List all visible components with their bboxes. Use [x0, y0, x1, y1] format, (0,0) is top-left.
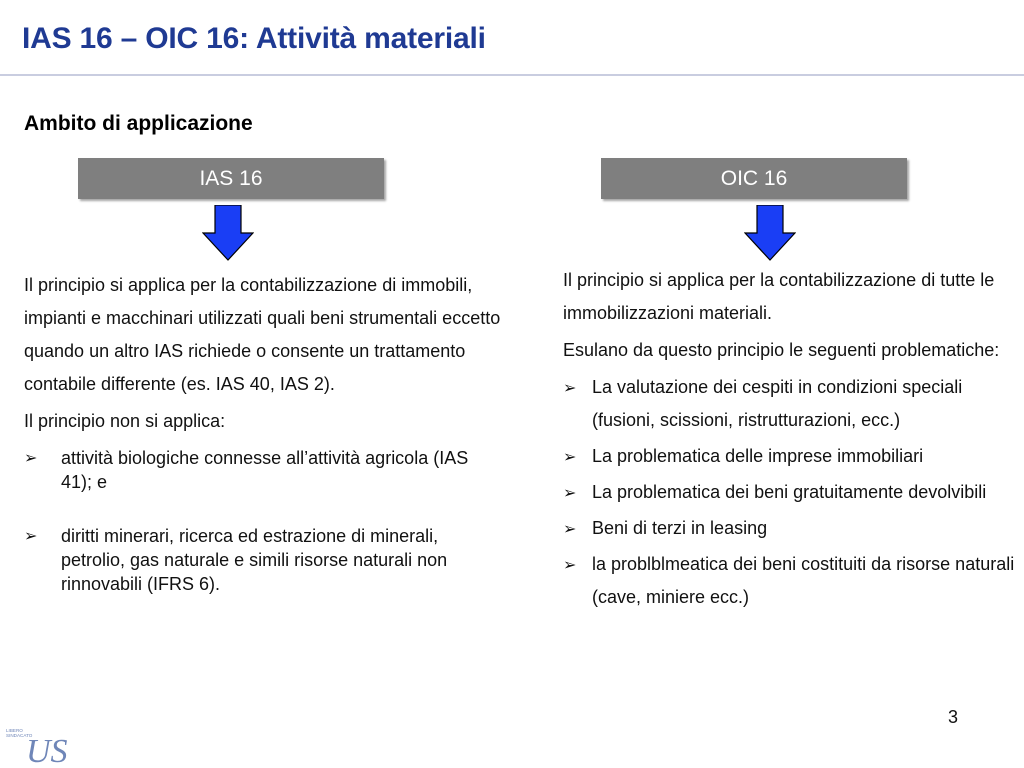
list-item-text: diritti minerari, ricerca ed estrazione di minerali, petrolio, gas naturale e simili risorse naturali non rinnovabili (IFRS 6).	[61, 526, 448, 594]
logo-caption-2: SINDACATO	[6, 733, 33, 738]
arrow-bullet-icon: ➢	[563, 555, 577, 574]
ias16-scope-paragraph: Il principio si applica per la contabilizzazione di immobili, impianti e macchinari utilizzati quali beni strumentali eccetto quando un altro IAS richiede o consente un trattamento contabile differente (es. IAS 40, IAS 2).	[24, 275, 501, 394]
ias16-box-label: IAS 16	[199, 166, 263, 190]
oic16-exclusion-intro: Esulano da questo principio le seguenti problematiche:	[563, 340, 1000, 360]
oic16-header-box	[601, 158, 907, 199]
ias16-header-box	[78, 158, 384, 199]
list-item	[563, 548, 1015, 614]
down-arrow-icon	[202, 205, 254, 261]
list-item	[24, 524, 504, 596]
down-arrow-icon	[744, 205, 796, 261]
list-item-text: La valutazione dei cespiti in condizioni speciali (fusioni, scissioni, ristrutturazioni, ecc.)	[592, 377, 963, 430]
list-item	[563, 512, 1015, 545]
list-item	[563, 371, 1015, 437]
title-divider	[0, 74, 1024, 76]
list-item	[563, 440, 1015, 473]
oic16-box-label: OIC 16	[720, 166, 788, 190]
oic16-column	[563, 264, 1015, 614]
page-number: 3	[948, 707, 959, 727]
ias16-exclusion-list	[24, 446, 504, 596]
arrow-bullet-icon: ➢	[563, 447, 577, 466]
ias16-exclusion-intro: Il principio non si applica:	[24, 411, 226, 431]
section-subtitle: Ambito di applicazione	[24, 112, 253, 135]
slide-title: IAS 16 – OIC 16: Attività materiali	[22, 22, 486, 55]
list-item-text: la problblmeatica dei beni costituiti da risorse naturali (cave, miniere ecc.)	[592, 554, 1015, 607]
list-item-text: attività biologiche connesse all’attività agricola (IAS 41); e	[61, 448, 469, 492]
list-item	[563, 476, 1015, 509]
logo-caption-1: LIBERO	[6, 728, 23, 733]
logo-letters: US	[26, 733, 68, 766]
arrow-bullet-icon: ➢	[563, 483, 577, 502]
oic16-scope-paragraph: Il principio si applica per la contabilizzazione di tutte le immobilizzazioni materiali.	[563, 270, 995, 323]
list-item	[24, 446, 504, 494]
list-item-text: Beni di terzi in leasing	[592, 518, 768, 538]
ias16-column	[24, 269, 504, 596]
list-item-text: La problematica delle imprese immobiliari	[592, 446, 924, 466]
arrow-bullet-icon: ➢	[563, 519, 577, 538]
arrow-bullet-icon: ➢	[563, 378, 577, 397]
list-item-text: La problematica dei beni gratuitamente devolvibili	[592, 482, 987, 502]
arrow-bullet-icon: ➢	[24, 526, 38, 545]
oic16-exclusion-list	[563, 371, 1015, 614]
us-logo-icon	[4, 722, 84, 766]
arrow-bullet-icon: ➢	[24, 448, 38, 467]
